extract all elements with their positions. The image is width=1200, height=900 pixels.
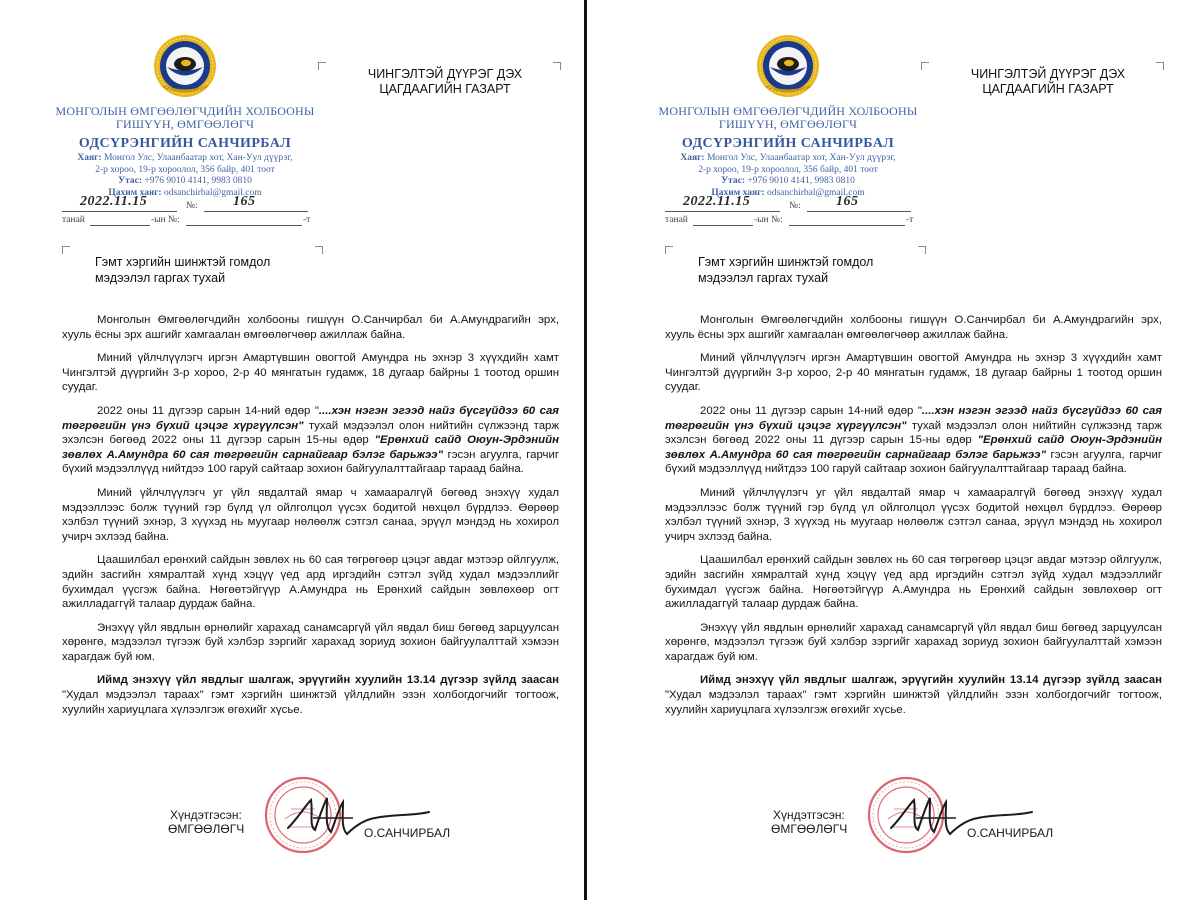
holder-name: ОДСҮРЭНГИЙН САНЧИРБАЛ [78,136,292,151]
paragraph-5: Цаашилбал ерөнхий сайдын зөвлөх нь 60 сая төгрөгөөр цэцэг авдаг мэтээр ойлгуулж, эдийн засгийн хямралтай хүнд хэцүү үед ард иргэдийн сэтгэл зүйд худал мэдээллийг бухимдал үүсгэж байна. Нөгөөтэйгүүр А.Амундра нь Ерөнхий сайдын зөвлөхөөр огт ажилладаггүй талаар дурдаж байна. [665,554,1162,611]
role-label: ӨМГӨӨЛӨГЧ [168,822,245,836]
recipient-line-2: ЦАГДААГИЙН ГАЗАРТ [379,82,511,96]
paragraph-3 [62,404,559,477]
email-label: Цахим хаяг: [711,187,765,198]
address-value-1: Монгол Улс, Улаанбаатар хот, Хан-Уул дүүрэг, [103,153,293,163]
subject-corner-mark [918,246,926,254]
handwritten-number: 165 [233,194,256,209]
signature-title [170,808,244,836]
subject-line-1: Гэмт хэргийн шинжтэй гомдол [95,255,271,269]
tanai-underline [693,225,753,226]
subject-line-2: мэдээлэл гаргах тухай [698,271,829,285]
address-label: Хаяг: [680,153,705,163]
letter-body [62,313,559,726]
handwritten-date: 2022.11.15 [683,194,751,209]
paragraph-5: Цаашилбал ерөнхий сайдын зөвлөх нь 60 сая төгрөгөөр цэцэг авдаг мэтээр ойлгуулж, эдийн засгийн хямралтай хүнд хэцүү үед ард иргэдийн сэтгэл зүйд худал мэдээллийг бухимдал үүсгэж байна. Нөгөөтэйгүүр А.Амундра нь Ерөнхий сайдын зөвлөхөөр огт ажилладаггүй талаар дурдаж байна. [62,554,559,611]
subject-corner-mark [62,246,70,254]
recipient-line-2: ЦАГДААГИЙН ГАЗАРТ [982,82,1114,96]
phone-line [658,176,918,188]
paragraph-6: Энэхүү үйл явдлын өрнөлийг харахад санамсаргүй үйл явдал биш бөгөөд зарцуулсан хөрөнгө, мэдээлэл түгээж буй хэлбэр зэргийг харахад зориуд зохион байгуулалттай хэмээн харагдаж буй юм. [62,621,559,663]
phone-label: Утас: [721,176,746,186]
role-label: ӨМГӨӨЛӨГЧ [771,822,848,836]
email-label: Цахим хаяг: [108,187,162,198]
handwritten-date: 2022.11.15 [80,194,148,209]
address-value-1: Монгол Улс, Улаанбаатар хот, Хан-Уул дүүрэг, [706,153,896,163]
paragraph-7-quote: "Худал мэдээлэл тараах" [665,689,807,702]
tanai-label: танай [665,215,688,225]
paragraph-3-end: гэсэн агуулга, гарчиг бүхий мэдээллүүд нийтдээ 100 гаруй сайтаар зохион байгуулалттайгаар тараад байна. [62,448,559,476]
gi-label: -т [906,215,914,225]
reference-line [665,215,914,228]
paragraph-2: Миний үйлчлүүлэгч иргэн Амартүвшин овогтой Амундра нь эхнэр 3 хүүхдийн хамт Чингэлтэй дүүргийн 3-р хороо, 2-р 40 мянгатын гудамж, 18 дугаар байрны 1 тоотод оршин суудаг. [62,352,559,394]
iin-label: -ын №: [754,215,783,225]
number-label: №: [789,201,801,211]
number-label: №: [186,201,198,211]
date-underline [665,211,780,212]
contact-block [55,153,315,199]
bar-association-logo-icon [756,34,820,98]
document-page-left [0,0,584,900]
page-content [0,0,584,900]
subject-corner-mark [665,246,673,254]
recipient-block [330,67,560,97]
iin-underline [789,225,905,226]
paragraph-3-middle: тухай мэдээлэл олон нийтийн сүлжээнд тарж эхэлсэн бөгөөд 2022 оны 11 дүгээр сарын 15-ны өдөр [62,419,559,447]
address-line-2: 2-р хороо, 19-р хороолол, 356 байр, 401 тоот [95,164,275,175]
address-line-1 [55,153,315,165]
recipient-block [933,67,1163,97]
paragraph-2: Миний үйлчлүүлэгч иргэн Амартүвшин овогтой Амундра нь эхнэр 3 хүүхдийн хамт Чингэлтэй дүүргийн 3-р хороо, 2-р 40 мянгатын гудамж, 18 дугаар байрны 1 тоотод оршин суудаг. [665,352,1162,394]
paragraph-7-intro: Иймд энэхүү үйл явдлыг шалгаж, эрүүгийн хуулийн 13.14 дүгээр зүйлд заасан [700,674,1162,687]
tanai-label: танай [62,215,85,225]
paragraph-7-quote: "Худал мэдээлэл тараах" [62,689,204,702]
signer-name: О.САНЧИРБАЛ [364,826,451,840]
subject-corner-mark [315,246,323,254]
subject-block [95,254,335,286]
subject-line-2: мэдээлэл гаргах тухай [95,271,226,285]
organization-line-1: МОНГОЛЫН ӨМГӨӨЛӨГЧДИЙН ХОЛБООНЫ [55,104,315,118]
paragraph-4: Миний үйлчлүүлэгч уг үйл явдалтай ямар ч хамааралгүй бөгөөд энэхүү худал мэдээллээс болж түүний гэр бүлд үл ойлголцол үүсэх бодитой нөхцөл бүрдлээ. Өөрөөр хэлбэл түүний эхнэр, 3 хүүхэд нь муугаар нөлөөлж сэтгэл санаа, эрүүл мэндэд нь хохирол учирч эхлээд байна. [62,486,559,543]
paragraph-3-intro: 2022 оны 11 дүгээр сарын 14-ний өдөр " [97,404,319,417]
phone-value: +976 9010 4141, 9983 0810 [747,176,855,186]
paragraph-7-end: гэмт хэргийн шинжтэй үйлдлийн эзэн холбогдогчийг тогтоож, хуулийн хариуцлага хүлээлгэж өгөхийг хүсье. [62,689,560,716]
paragraph-7 [62,673,559,717]
email-value: odsanchirbal@gmail.com [163,187,262,198]
organization-line-2: ГИШҮҮН, ӨМГӨӨЛӨГЧ [115,117,255,131]
respect-label: Хүндэтгэсэн: [170,808,242,822]
contact-block [658,153,918,199]
number-underline [204,211,308,212]
tanai-underline [90,225,150,226]
respect-label: Хүндэтгэсэн: [773,808,845,822]
handwritten-number: 165 [836,194,859,209]
phone-label: Утас: [118,176,143,186]
paragraph-3-quote-2: "Ерөнхий сайд Оюун-Эрдэнийн зөвлөх А.Амундра 60 сая төгрөгийн сарнайгаар бэлэг барьжээ" [62,434,559,461]
paragraph-3-intro: 2022 оны 11 дүгээр сарын 14-ний өдөр " [700,404,922,417]
document-page-right [587,0,1200,900]
recipient-line-1: ЧИНГЭЛТЭЙ ДҮҮРЭГ ДЭХ [970,67,1126,81]
paragraph-7-intro: Иймд энэхүү үйл явдлыг шалгаж, эрүүгийн хуулийн 13.14 дүгээр зүйлд заасан [97,674,559,687]
organization-name [55,105,315,131]
reference-line [62,215,311,228]
address-line-1 [658,153,918,165]
paragraph-1: Монголын Өмгөөлөгчдийн холбооны гишүүн О.Санчирбал би А.Амундрагийн эрх, хууль ёсны эрх ашгийг хамгаалан өмгөөлөгчөөр ажиллаж байна. [62,314,559,341]
paragraph-7-end: гэмт хэргийн шинжтэй үйлдлийн эзэн холбогдогчийг тогтоож, хуулийн хариуцлага хүлээлгэж өгөхийг хүсье. [665,689,1163,716]
organization-line-2: ГИШҮҮН, ӨМГӨӨЛӨГЧ [718,117,858,131]
iin-underline [186,225,302,226]
organization-name [658,105,918,131]
paragraph-1: Монголын Өмгөөлөгчдийн холбооны гишүүн О.Санчирбал би А.Амундрагийн эрх, хууль ёсны эрх ашгийг хамгаалан өмгөөлөгчөөр ажиллаж байна. [665,314,1162,341]
paragraph-3-quote-2: "Ерөнхий сайд Оюун-Эрдэнийн зөвлөх А.Амундра 60 сая төгрөгийн сарнайгаар бэлэг барьжээ" [665,434,1162,461]
recipient-corner-mark [921,62,929,70]
address-line-2: 2-р хороо, 19-р хороолол, 356 байр, 401 тоот [698,164,878,175]
paragraph-7 [665,673,1162,717]
phone-value: +976 9010 4141, 9983 0810 [144,176,252,186]
paragraph-3 [665,404,1162,477]
holder-name: ОДСҮРЭНГИЙН САНЧИРБАЛ [681,136,895,151]
iin-label: -ын №: [151,215,180,225]
page-content [603,0,1187,900]
email-value: odsanchirbal@gmail.com [766,187,865,198]
phone-line [55,176,315,188]
number-underline [807,211,911,212]
date-number-line [62,202,308,214]
bar-association-logo-icon [153,34,217,98]
date-number-line [665,202,911,214]
subject-block [698,254,938,286]
paragraph-3-middle: тухай мэдээлэл олон нийтийн сүлжээнд тарж эхэлсэн бөгөөд 2022 оны 11 дүгээр сарын 15-ны өдөр [665,419,1162,447]
organization-line-1: МОНГОЛЫН ӨМГӨӨЛӨГЧДИЙН ХОЛБООНЫ [658,104,918,118]
subject-line-1: Гэмт хэргийн шинжтэй гомдол [698,255,874,269]
paragraph-3-quote-1: ....хэн нэгэн эгээд найз бүсгүйдээ 60 сая төгрөгийн үнэ бүхий цэцэг хүргүүлсэн" [665,404,1162,432]
paragraph-4: Миний үйлчлүүлэгч уг үйл явдалтай ямар ч хамааралгүй бөгөөд энэхүү худал мэдээллээс болж түүний гэр бүлд үл ойлголцол үүсэх бодитой нөхцөл бүрдлээ. Өөрөөр хэлбэл түүний эхнэр, 3 хүүхэд нь муугаар нөлөөлж сэтгэл санаа, эрүүл мэндэд нь хохирол учирч эхлээд байна. [665,486,1162,543]
signer-name: О.САНЧИРБАЛ [967,826,1054,840]
signature-title [773,808,847,836]
recipient-corner-mark [318,62,326,70]
letter-body [665,313,1162,726]
paragraph-6: Энэхүү үйл явдлын өрнөлийг харахад санамсаргүй үйл явдал биш бөгөөд зарцуулсан хөрөнгө, мэдээлэл түгээж буй хэлбэр зэргийг харахад зориуд зохион байгуулалттай хэмээн харагдаж буй юм. [665,621,1162,663]
address-label: Хаяг: [77,153,102,163]
date-underline [62,211,177,212]
gi-label: -т [303,215,311,225]
recipient-line-1: ЧИНГЭЛТЭЙ ДҮҮРЭГ ДЭХ [367,67,523,81]
paragraph-3-end: гэсэн агуулга, гарчиг бүхий мэдээллүүд нийтдээ 100 гаруй сайтаар зохион байгуулалттайгаар тараад байна. [665,448,1162,476]
paragraph-3-quote-1: ....хэн нэгэн эгээд найз бүсгүйдээ 60 сая төгрөгийн үнэ бүхий цэцэг хүргүүлсэн" [62,404,559,432]
